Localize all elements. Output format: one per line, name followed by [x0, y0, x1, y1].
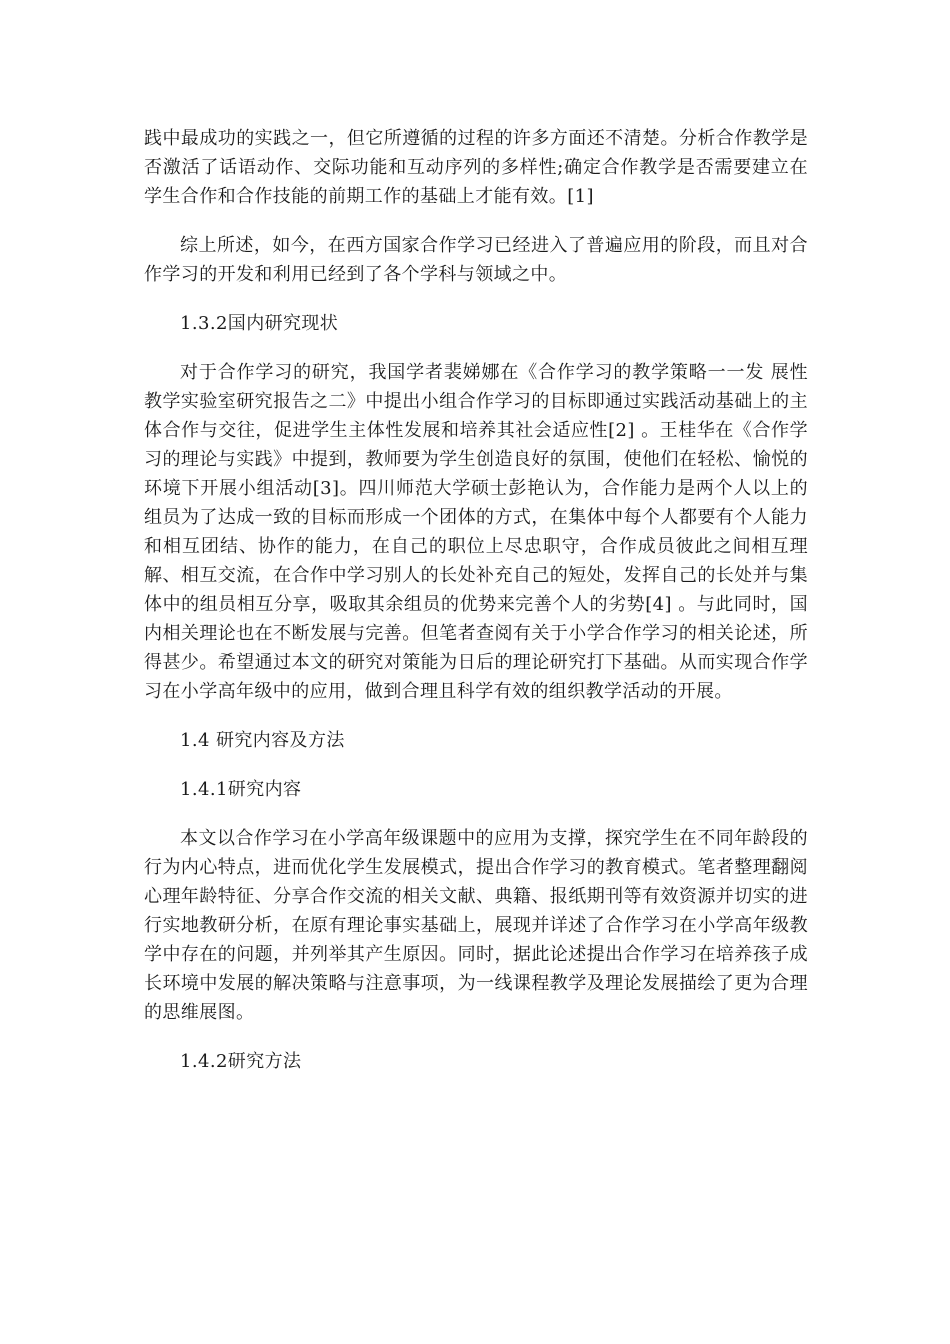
- section-heading-1-4-1: 1.4.1研究内容: [180, 779, 302, 800]
- paragraph-continuation: 践中最成功的实践之一，但它所遵循的过程的许多方面还不清楚。分析合作教学是否激活了话语动作、交际功能和互动序列的多样性;确定合作教学是否需要建立在学生合作和合作技能的前期工作的基础上才能有效。[1]: [144, 128, 808, 207]
- document-page: [144, 124, 808, 1076]
- section-heading-1-4-2: 1.4.2研究方法: [180, 1051, 302, 1072]
- paragraph-domestic-research: 对于合作学习的研究，我国学者裴娣娜在《合作学习的教学策略一一发 展性教学实验室研究报告之二》中提出小组合作学习的目标即通过实践活动基础上的主体合作与交往，促进学生主体性发展和培养其社会适应性[2] 。王桂华在《合作学习的理论与实践》中提到，教师要为学生创造良好的氛围，使他们在轻松、愉悦的环境下开展小组活动[3]。四川师范大学硕士彭艳认为，合作能力是两个人以上的组员为了达成一致的目标而形成一个团体的方式，在集体中每个人都要有个人能力和相互团结、协作的能力，在自己的职位上尽忠职守，合作成员彼此之间相互理解、相互交流，在合作中学习别人的长处补充自己的短处，发挥自己的长处并与集体中的组员相互分享，吸取其余组员的优势来完善个人的劣势[4] 。与此同时，国内相关理论也在不断发展与完善。但笔者查阅有关于小学合作学习的相关论述，所得甚少。希望通过本文的研究对策能为日后的理论研究打下基础。从而实现合作学习在小学高年级中的应用，做到合理且科学有效的组织教学活动的开展。: [144, 362, 808, 702]
- section-heading-1-3-2: 1.3.2国内研究现状: [180, 313, 339, 334]
- section-heading-1-4: 1.4 研究内容及方法: [180, 730, 345, 751]
- paragraph-summary: 综上所述，如今，在西方国家合作学习已经进入了普遍应用的阶段，而且对合作学习的开发和利用已经到了各个学科与领域之中。: [144, 235, 808, 285]
- paragraph-research-content: 本文以合作学习在小学高年级课题中的应用为支撑，探究学生在不同年龄段的行为内心特点，进而优化学生发展模式，提出合作学习的教育模式。笔者整理翻阅心理年龄特征、分享合作交流的相关文献、典籍、报纸期刊等有效资源并切实的进行实地教研分析，在原有理论事实基础上，展现并详述了合作学习在小学高年级教学中存在的问题，并列举其产生原因。同时，据此论述提出合作学习在培养孩子成长环境中发展的解决策略与注意事项，为一线课程教学及理论发展描绘了更为合理的思维展图。: [144, 828, 808, 1023]
